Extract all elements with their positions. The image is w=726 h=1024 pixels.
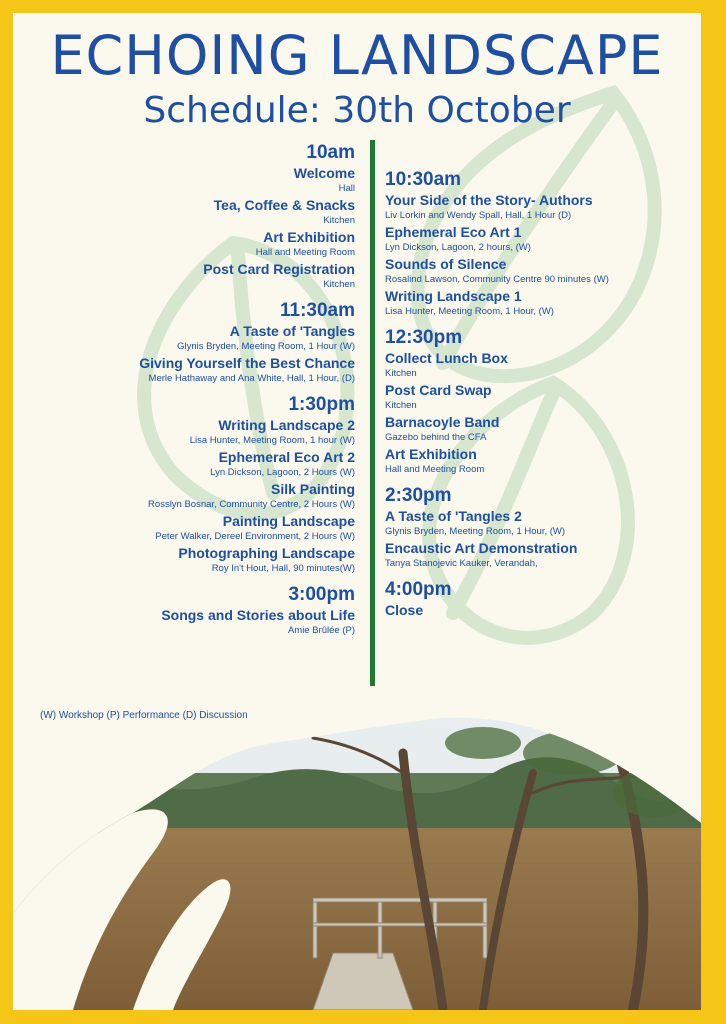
time-slot-heading: 2:30pm xyxy=(385,485,452,506)
event-detail: Tanya Stanojevic Kauker, Verandah, xyxy=(385,558,538,569)
event-detail: Rosslyn Bosnar, Community Centre, 2 Hours (W) xyxy=(148,499,355,510)
event-title: Encaustic Art Demonstration xyxy=(385,540,578,556)
poster-panel xyxy=(13,13,701,1010)
time-slot-heading: 11:30am xyxy=(279,300,355,321)
event-title: A Taste of 'Tangles 2 xyxy=(385,508,522,524)
event-detail: Gazebo behind the CFA xyxy=(385,432,487,443)
event-title: Post Card Registration xyxy=(203,261,355,277)
event-detail: Lyn Dickson, Lagoon, 2 hours, (W) xyxy=(385,242,531,253)
page-title: ECHOING LANDSCAPE xyxy=(50,24,664,87)
event-detail: Glynis Bryden, Meeting Room, 1 Hour (W) xyxy=(177,341,355,352)
event-title: Tea, Coffee & Snacks xyxy=(213,197,355,213)
event-title: Silk Painting xyxy=(270,481,355,497)
time-slot-heading: 1:30pm xyxy=(288,394,355,415)
event-detail: Kitchen xyxy=(385,368,417,379)
event-detail: Peter Walker, Dereel Environment, 2 Hours (W) xyxy=(155,531,355,542)
event-title: Writing Landscape 2 xyxy=(218,417,355,433)
schedule-right-column xyxy=(385,168,685,619)
event-detail: Merle Hathaway and Ana White, Hall, 1 Hour, (D) xyxy=(148,373,355,384)
event-title: Songs and Stories about Life xyxy=(161,607,355,623)
event-title: Giving Yourself the Best Chance xyxy=(139,355,355,371)
event-title: Art Exhibition xyxy=(385,446,477,462)
event-title: Ephemeral Eco Art 1 xyxy=(385,224,522,240)
event-title: Welcome xyxy=(293,165,355,181)
time-slot-heading: 12:30pm xyxy=(385,327,463,348)
time-slot-heading: 3:00pm xyxy=(288,584,355,605)
event-title: A Taste of 'Tangles xyxy=(229,323,355,339)
event-title: Art Exhibition xyxy=(263,229,355,245)
event-title: Close xyxy=(385,602,424,618)
event-detail: Kitchen xyxy=(323,279,355,290)
event-detail: Liv Lorkin and Wendy Spall, Hall, 1 Hour (D) xyxy=(385,210,572,221)
event-detail: Hall and Meeting Room xyxy=(255,247,355,258)
event-detail: Hall and Meeting Room xyxy=(385,464,485,475)
event-detail: Amie Brûlée (P) xyxy=(287,625,355,636)
event-title: Collect Lunch Box xyxy=(385,350,508,366)
event-detail: Roy In't Hout, Hall, 90 minutes(W) xyxy=(211,563,355,574)
event-detail: Kitchen xyxy=(323,215,355,226)
event-detail: Lisa Hunter, Meeting Room, 1 Hour, (W) xyxy=(385,306,554,317)
landscape-photo xyxy=(13,713,701,1010)
event-detail: Glynis Bryden, Meeting Room, 1 Hour, (W) xyxy=(385,526,566,537)
event-title: Painting Landscape xyxy=(222,513,355,529)
time-slot-heading: 4:00pm xyxy=(385,579,452,600)
legend: (W) Workshop (P) Performance (D) Discussion xyxy=(40,710,248,721)
event-detail: Rosalind Lawson, Community Centre 90 minutes (W) xyxy=(385,274,609,285)
event-title: Ephemeral Eco Art 2 xyxy=(218,449,355,465)
column-divider xyxy=(370,140,375,686)
event-detail: Lyn Dickson, Lagoon, 2 Hours (W) xyxy=(210,467,355,478)
event-detail: Hall xyxy=(338,183,355,194)
event-detail: Lisa Hunter, Meeting Room, 1 hour (W) xyxy=(189,435,355,446)
schedule-left-column xyxy=(25,141,355,639)
event-detail: Kitchen xyxy=(385,400,417,411)
time-slot-heading: 10:30am xyxy=(385,169,462,190)
page-subtitle: Schedule: 30th October xyxy=(143,90,571,131)
event-title: Barnacoyle Band xyxy=(385,414,500,430)
time-slot-heading: 10am xyxy=(306,142,355,163)
event-title: Photographing Landscape xyxy=(178,545,355,561)
event-title: Sounds of Silence xyxy=(385,256,507,272)
event-title: Your Side of the Story- Authors xyxy=(385,192,593,208)
event-title: Post Card Swap xyxy=(385,382,492,398)
event-title: Writing Landscape 1 xyxy=(385,288,522,304)
